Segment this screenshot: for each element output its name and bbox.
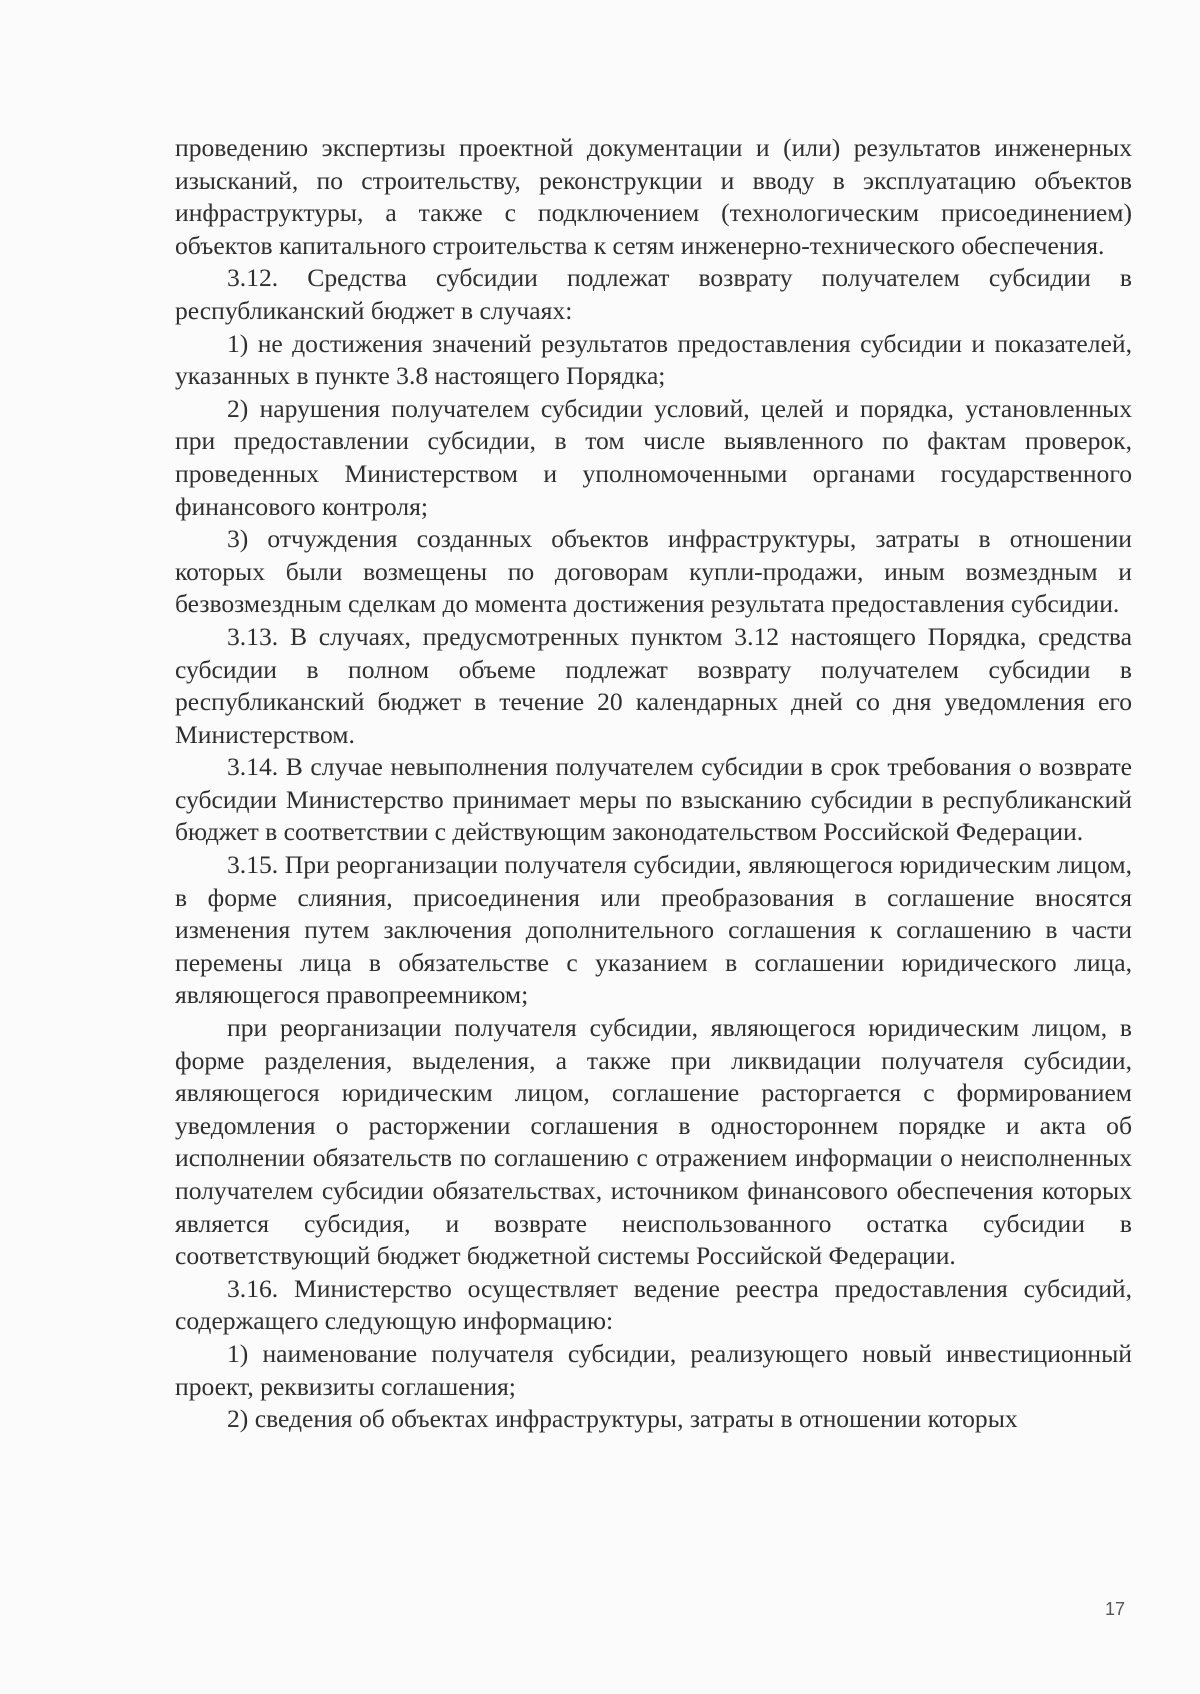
page-number: 17	[1105, 1599, 1126, 1619]
paragraph-3-12-item-2: 2) нарушения получателем субсидии условий, целей и порядка, установленных при предоставлении субсидии, в том числе выявленного по фактам проверок, проведенных Министерством и уполномоченными органами государственного финансового контроля;	[175, 393, 1132, 521]
paragraph-3-13: 3.13. В случаях, предусмотренных пунктом 3.12 настоящего Порядка, средства субсидии в полном объеме подлежат возврату получателем субсидии в республиканский бюджет в течение 20 календарных дней со дня уведомления его Министерством.	[175, 621, 1132, 749]
paragraph-3-12: 3.12. Средства субсидии подлежат возврату получателем субсидии в республиканский бюджет в случаях:	[175, 263, 1132, 325]
paragraph-3-15: 3.15. При реорганизации получателя субсидии, являющегося юридическим лицом, в форме слияния, присоединения или преобразования в соглашение вносятся изменения путем заключения дополнительного соглашения к соглашению в части перемены лица в обязательстве с указанием в соглашении юридического лица, являющегося правопреемником;	[175, 850, 1132, 1010]
paragraph-3-12-item-3: 3) отчуждения созданных объектов инфраструктуры, затраты в отношении которых были возмещены по договорам купли-продажи, иным возмездным и безвозмездным сделкам до момента достижения результата предоставления субсидии.	[175, 524, 1132, 619]
paragraph-3-15-continued: при реорганизации получателя субсидии, являющегося юридическим лицом, в форме разделения, выделения, а также при ликвидации получателя субсидии, являющегося юридическим лицом, соглашение расторгается с формированием уведомления о расторжении соглашения в одностороннем порядке и акта об исполнении обязательств по соглашению с отражением информации о неисполненных получателем субсидии обязательствах, источником финансового обеспечения которых является субсидия, и возврате неиспользованного остатка субсидии в соответствующий бюджет бюджетной системы Российской Федерации.	[175, 1013, 1132, 1271]
paragraph-3-12-item-1: 1) не достижения значений результатов предоставления субсидии и показателей, указанных в пункте 3.8 настоящего Порядка;	[175, 328, 1132, 391]
paragraph-3-16: 3.16. Министерство осуществляет ведение реестра предоставления субсидий, содержащего следующую информацию:	[175, 1273, 1132, 1336]
paragraph-3-16-item-2: 2) сведения об объектах инфраструктуры, затраты в отношении которых	[227, 1404, 1018, 1434]
paragraph-continuation: проведению экспертизы проектной документации и (или) результатов инженерных изысканий, по строительству, реконструкции и вводу в эксплуатацию объектов инфраструктуры, а также с подключением (технологическим присоединением) объектов капитального строительства к сетям инженерно-технического обеспечения.	[175, 133, 1132, 260]
document-body	[175, 132, 1132, 1436]
paragraph-3-14: 3.14. В случае невыполнения получателем субсидии в срок требования о возврате субсидии Министерство принимает меры по взысканию субсидии в республиканский бюджет в соответствии с действующим законодательством Российской Федерации.	[175, 752, 1132, 847]
paragraph-3-16-item-1: 1) наименование получателя субсидии, реализующего новый инвестиционный проект, реквизиты соглашения;	[175, 1338, 1132, 1401]
